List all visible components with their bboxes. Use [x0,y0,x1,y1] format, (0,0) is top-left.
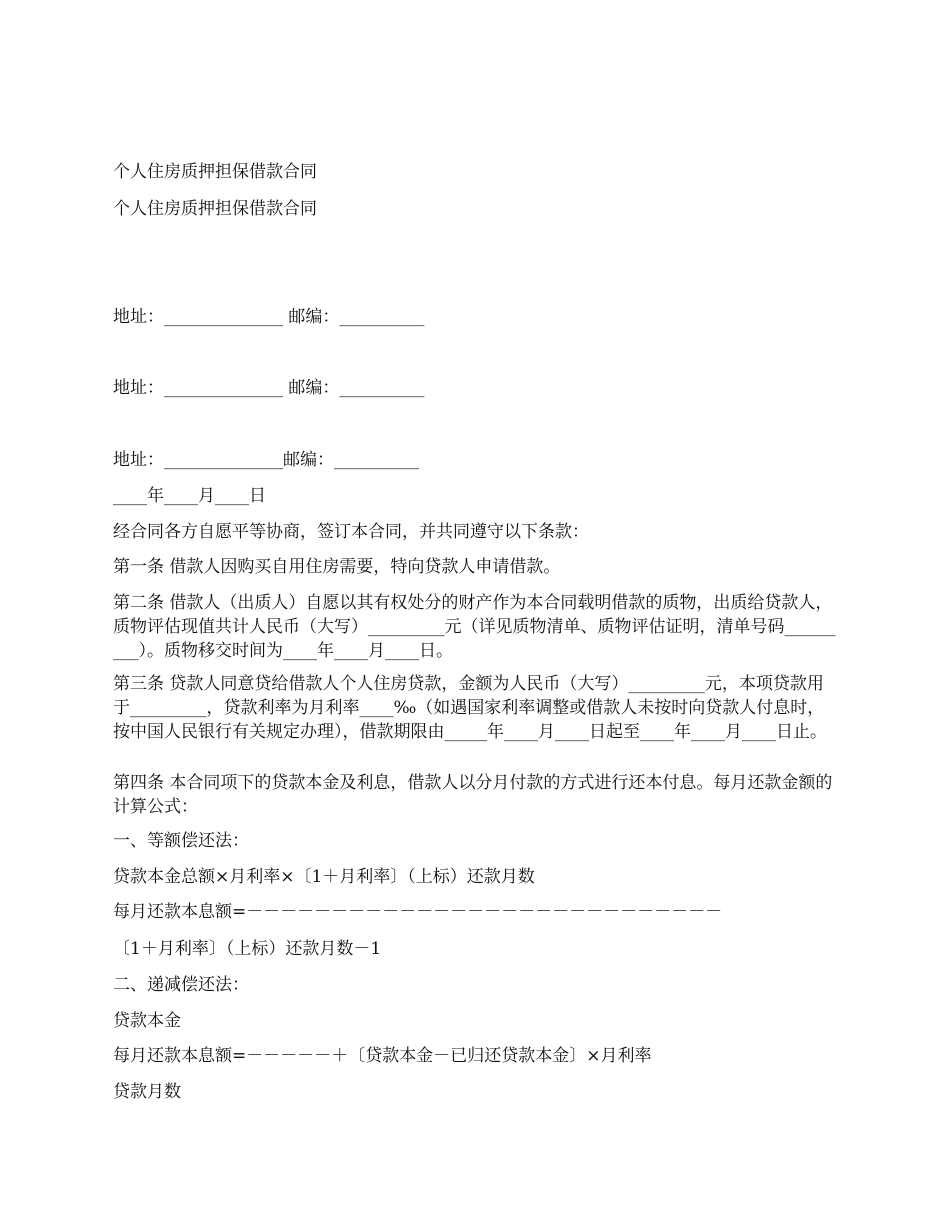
formula-numerator: 贷款本金 [113,1011,181,1031]
article-4: 第四条 本合同项下的贷款本金及利息，借款人以分月付款的方式进行还本付息。每月还款金额的计算公式： [113,773,833,817]
article-3: 第三条 贷款人同意贷给借款人个人住房贷款，金额为人民币（大写）_________元，本项贷款用于_________，贷款利率为月利率____‰（如遇国家利率调整或借款人未按时向贷款人付息时，按中国人民银行有关规定办理），借款期限由_____年____月____日起至____年____月____日止。 [113,674,827,742]
address-line: 地址：______________邮编：__________ [113,450,419,470]
preamble: 经合同各方自愿平等协商，签订本合同，并共同遵守以下条款： [113,522,589,542]
formula-denominator: 贷款月数 [113,1082,181,1102]
address-line: 地址：______________ 邮编：__________ [113,307,425,327]
formula-line: 每月还款本息额=－－－－－－－－－－－－－－－－－－－－－－－－－－－－ [113,902,723,922]
method-2-heading: 二、递减偿还法： [113,975,249,995]
article-2: 第二条 借款人（出质人）自愿以其有权处分的财产作为本合同载明借款的质物，出质给贷款人，质物评估现值共计人民币（大写）_________元（详见质物清单、质物评估证明，清单号码_________）。质物移交时间为____年____月____日。 [113,593,836,661]
address-line: 地址：______________ 邮编：__________ [113,378,425,398]
document-title: 个人住房质押担保借款合同 [113,162,317,182]
document-subtitle: 个人住房质押担保借款合同 [113,199,317,219]
formula-line: 每月还款本息额=－－－－－＋〔贷款本金－已归还贷款本金〕×月利率 [113,1046,652,1066]
date-line: ____年____月____日 [113,486,266,506]
article-1: 第一条 借款人因购买自用住房需要，特向贷款人申请借款。 [113,557,561,577]
method-1-heading: 一、等额偿还法： [113,831,249,851]
formula-numerator: 贷款本金总额×月利率×〔1＋月利率〕（上标）还款月数 [113,867,535,887]
formula-denominator: 〔1＋月利率〕（上标）还款月数－1 [113,939,382,959]
